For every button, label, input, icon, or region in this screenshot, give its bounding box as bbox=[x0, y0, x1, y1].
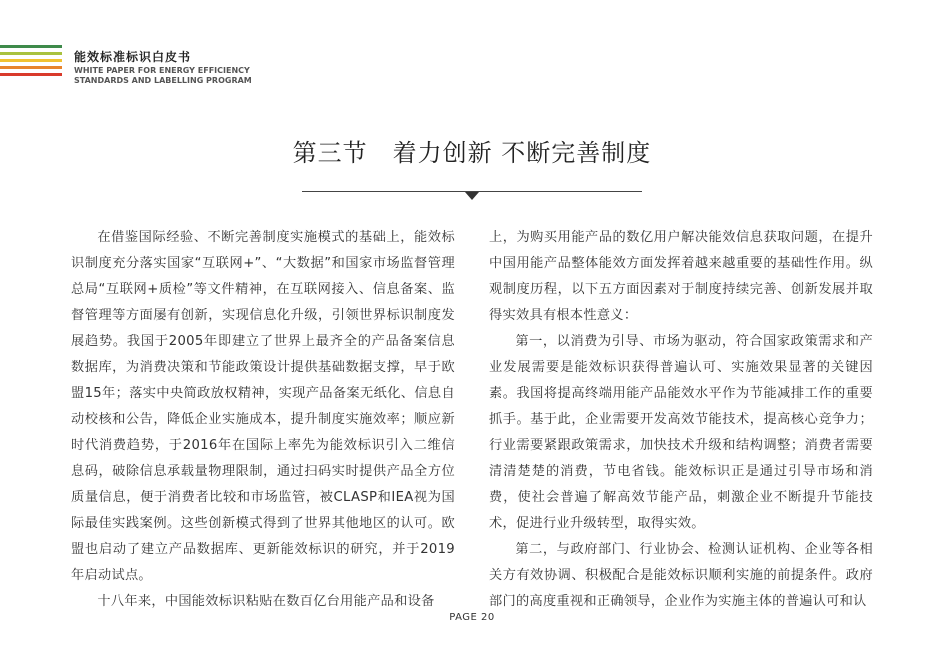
section-title: 第三节 着力创新 不断完善制度 bbox=[292, 139, 652, 167]
page-number: PAGE 20 bbox=[449, 612, 495, 623]
header-subtitle-line2: STANDARDS AND LABELLING PROGRAM bbox=[74, 76, 252, 85]
body-paragraph: 在借鉴国际经验、不断完善制度实施模式的基础上，能效标识制度充分落实国家“互联网+”、“大数据”和国家市场监督管理总局“互联网+质检”等文件精神，在互联网接入、信息备案、监督管理等方面屡有创新，实现信息化升级，引领世界标识制度发展趋势。我国于2005年即建立了世界上最齐全的产品备案信息数据库，为消费决策和节能政策设计提供基础数据支撑，早于欧盟15年；落实中央简政放权精神，实现产品备案无纸化、信息自动校核和公告，降低企业实施成本，提升制度实施效率；顺应新时代消费趋势，于2016年在国际上率先为能效标识引入二维信息码，破除信息承载量物理限制，通过扫码实时提供产品全方位质量信息，便于消费者比较和市场监管，被CLASP和IEA视为国际最佳实践案例。这些创新模式得到了世界其他地区的认可。欧盟也启动了建立产品数据库、更新能效标识的研究，并于2019年启动试点。 bbox=[71, 230, 455, 583]
header-subtitle bbox=[74, 66, 252, 86]
left-column bbox=[71, 225, 455, 615]
right-column bbox=[489, 225, 873, 615]
body-paragraph: 第二，与政府部门、行业协会、检测认证机构、企业等各相关方有效协调、积极配合是能效标识顺利实施的前提条件。政府部门的高度重视和正确领导，企业作为实施主体的普遍认可和认 bbox=[489, 542, 873, 609]
stripe-green bbox=[0, 45, 62, 48]
stripe-red bbox=[0, 73, 62, 76]
stripe-yellow bbox=[0, 59, 62, 62]
body-paragraph: 十八年来，中国能效标识粘贴在数百亿台用能产品和设备 bbox=[97, 594, 435, 609]
header-color-stripes bbox=[0, 45, 62, 80]
body-paragraph-continued: 上，为购买用能产品的数亿用户解决能效信息获取问题，在提升中国用能产品整体能效方面发挥着越来越重要的基础性作用。纵观制度历程，以下五方面因素对于制度持续完善、创新发展并取得实效具有根本性意义： bbox=[489, 230, 873, 323]
header-title: 能效标准标识白皮书 bbox=[74, 50, 192, 64]
stripe-lime bbox=[0, 52, 62, 55]
header-subtitle-line1: WHITE PAPER FOR ENERGY EFFICIENCY bbox=[74, 66, 250, 75]
divider-arrow-icon bbox=[465, 192, 479, 200]
stripe-orange bbox=[0, 66, 62, 69]
body-paragraph: 第一，以消费为引导、市场为驱动，符合国家政策需求和产业发展需要是能效标识获得普遍认可、实施效果显著的关键因素。我国将提高终端用能产品能效水平作为节能减排工作的重要抓手。基于此，企业需要开发高效节能技术，提高核心竞争力；行业需要紧跟政策需求，加快技术升级和结构调整；消费者需要清清楚楚的消费，节电省钱。能效标识正是通过引导市场和消费，使社会普遍了解高效节能产品，刺激企业不断提升节能技术，促进行业升级转型，取得实效。 bbox=[489, 334, 873, 531]
